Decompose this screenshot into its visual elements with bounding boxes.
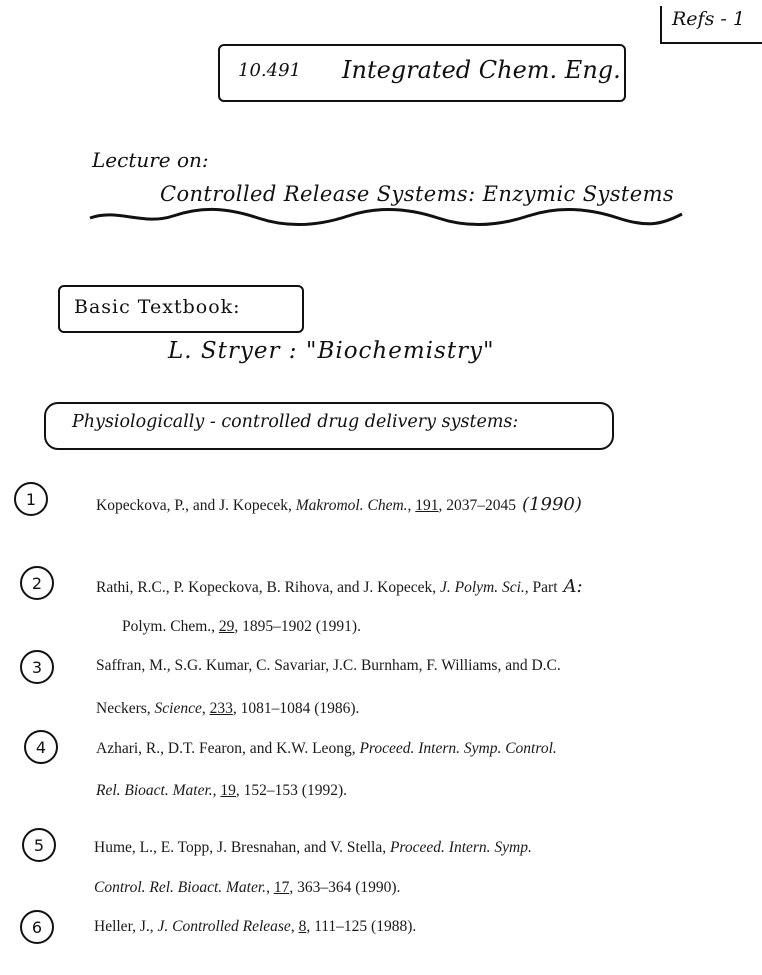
reference-separator: ,	[266, 879, 274, 896]
reference-pages-year: , Part	[524, 579, 558, 596]
reference-line	[96, 700, 359, 718]
reference-separator: ,	[407, 497, 416, 514]
reference-pages-year: , 363–364 (1990).	[289, 879, 401, 896]
reference-separator: ,	[212, 782, 221, 799]
reference-pages-year: , 2037–2045	[438, 497, 517, 514]
section-heading: Physiologically - controlled drug delivery systems:	[72, 412, 519, 432]
reference-authors: Saffran, M., S.G. Kumar, C. Savariar, J.C. Burnham, F. Williams, and D.C.	[96, 657, 561, 674]
reference-journal: Makromol. Chem.	[295, 497, 408, 514]
reference-journal: Science	[154, 700, 202, 717]
reference-handwritten-note: A:	[563, 576, 583, 597]
reference-number: 4	[24, 730, 58, 764]
reference-pages-year: , 152–153 (1992).	[235, 782, 347, 799]
reference-line	[96, 740, 557, 758]
reference-line	[96, 782, 347, 800]
reference-volume: 29	[218, 618, 235, 635]
course-title: Integrated Chem. Eng.	[342, 56, 621, 84]
reference-separator: ,	[290, 918, 299, 935]
reference-line	[96, 494, 582, 515]
reference-volume: 191	[415, 497, 439, 514]
reference-line	[96, 657, 561, 675]
reference-journal: Rel. Bioact. Mater.	[96, 782, 213, 799]
reference-journal: Control. Rel. Bioact. Mater.	[94, 879, 267, 896]
reference-pages-year: , 1081–1084 (1986).	[232, 700, 360, 717]
textbook-label: Basic Textbook:	[74, 296, 241, 318]
lecture-topic: Controlled Release Systems: Enzymic Systems	[160, 182, 675, 206]
reference-volume: 17	[273, 879, 290, 896]
reference-handwritten-note: (1990)	[522, 494, 582, 515]
reference-number: 2	[20, 566, 54, 600]
lecture-label: Lecture on:	[92, 148, 209, 172]
reference-volume: 233	[209, 700, 233, 717]
reference-authors: Azhari, R., D.T. Fearon, and K.W. Leong,	[96, 740, 360, 757]
reference-authors: Hume, L., E. Topp, J. Bresnahan, and V. Stella,	[94, 839, 390, 856]
reference-number: 1	[14, 482, 48, 516]
textbook-entry: L. Stryer : "Biochemistry"	[168, 338, 495, 364]
reference-line	[94, 918, 416, 936]
reference-number: 5	[22, 828, 56, 862]
page-tag: Refs - 1	[672, 8, 745, 30]
reference-line	[94, 879, 400, 897]
reference-pages-year: , 111–125 (1988).	[306, 918, 417, 935]
reference-authors: Heller, J.,	[94, 918, 158, 935]
reference-number: 3	[20, 650, 54, 684]
reference-journal: J. Controlled Release	[157, 918, 291, 935]
reference-line	[94, 839, 532, 857]
reference-authors: Polym. Chem.,	[122, 618, 219, 635]
reference-pages-year: , 1895–1902 (1991).	[234, 618, 361, 635]
reference-authors: Neckers,	[96, 700, 155, 717]
reference-authors: Rathi, R.C., P. Kopeckova, B. Rihova, and J. Kopecek,	[96, 579, 440, 596]
reference-line	[96, 576, 583, 597]
reference-journal: Proceed. Intern. Symp.	[389, 839, 532, 856]
lecture-topic-underline	[88, 204, 684, 228]
reference-separator: ,	[201, 700, 210, 717]
reference-volume: 8	[298, 918, 307, 935]
reference-authors: Kopeckova, P., and J. Kopecek,	[96, 497, 296, 514]
reference-volume: 19	[220, 782, 236, 799]
reference-journal: J. Polym. Sci.	[439, 579, 525, 596]
reference-line	[122, 618, 361, 636]
reference-journal: Proceed. Intern. Symp. Control.	[359, 740, 557, 757]
course-number: 10.491	[238, 60, 301, 81]
reference-number: 6	[20, 910, 54, 944]
